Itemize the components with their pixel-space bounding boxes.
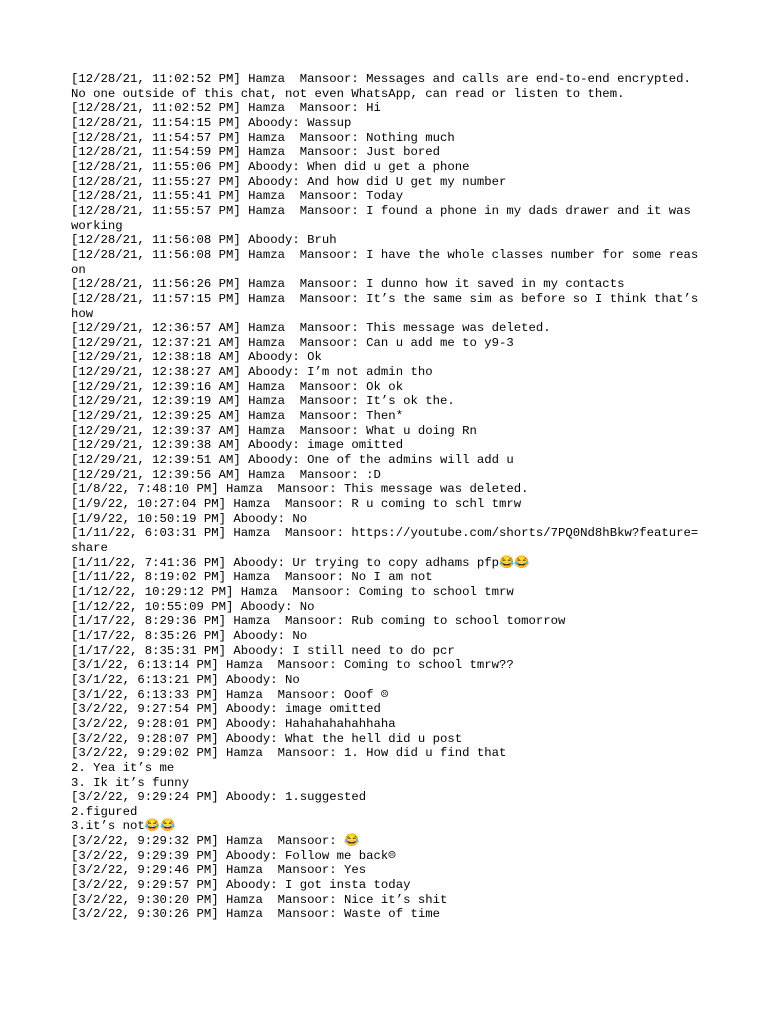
transcript-line: [12/29/21, 12:39:16 AM] Hamza Mansoor: Ok ok <box>71 379 404 394</box>
transcript-line: [1/8/22, 7:48:10 PM] Hamza Mansoor: This message was deleted. <box>71 482 529 497</box>
transcript-line: [1/11/22, 6:03:31 PM] Hamza Mansoor: https://youtube.com/shorts/7PQ0Nd8hBkw?feature=share <box>71 526 699 555</box>
transcript-line: [3/2/22, 9:28:07 PM] Aboody: What the hell did u post <box>71 731 463 746</box>
transcript-line: [12/29/21, 12:37:21 AM] Hamza Mansoor: Can u add me to y9-3 <box>71 335 514 350</box>
transcript-line: [12/29/21, 12:39:37 AM] Hamza Mansoor: What u doing Rn <box>71 423 477 438</box>
transcript-line: [12/28/21, 11:54:59 PM] Hamza Mansoor: Just bored <box>71 145 440 160</box>
transcript-line: [12/29/21, 12:38:18 AM] Aboody: Ok <box>71 350 322 365</box>
transcript-line: [1/12/22, 10:29:12 PM] Hamza Mansoor: Coming to school tmrw <box>71 584 514 599</box>
transcript-line: 3. Ik it’s funny <box>71 775 190 790</box>
transcript-line: [3/2/22, 9:29:32 PM] Hamza Mansoor: 😂 <box>71 834 360 849</box>
transcript-line: 2.figured <box>71 804 138 819</box>
transcript-line: [3/2/22, 9:30:26 PM] Hamza Mansoor: Waste of time <box>71 907 440 922</box>
transcript-line: [12/29/21, 12:38:27 AM] Aboody: I’m not admin tho <box>71 365 433 380</box>
transcript-line: [3/2/22, 9:27:54 PM] Aboody: image omitted <box>71 702 381 717</box>
transcript-line: [1/9/22, 10:27:04 PM] Hamza Mansoor: R u coming to schl tmrw <box>71 497 522 512</box>
transcript-line: [3/2/22, 9:29:24 PM] Aboody: 1.suggested <box>71 790 367 805</box>
transcript-line: [12/29/21, 12:39:25 AM] Hamza Mansoor: Then* <box>71 409 404 424</box>
transcript-line: [3/2/22, 9:28:01 PM] Aboody: Hahahahahahhaha <box>71 716 396 731</box>
transcript-line: [12/28/21, 11:02:52 PM] Hamza Mansoor: Hi <box>71 101 381 116</box>
transcript-line: [12/28/21, 11:57:15 PM] Hamza Mansoor: It’s the same sim as before so I think that’s how <box>71 291 706 321</box>
transcript-line: [12/29/21, 12:39:38 AM] Aboody: image omitted <box>71 438 404 453</box>
transcript-line: [3/2/22, 9:29:39 PM] Aboody: Follow me back☹ <box>71 848 396 863</box>
transcript-line: [12/28/21, 11:55:06 PM] Aboody: When did u get a phone <box>71 159 470 174</box>
transcript-line: [3/2/22, 9:29:46 PM] Hamza Mansoor: Yes <box>71 863 367 878</box>
chat-transcript <box>71 72 706 922</box>
transcript-line: [12/28/21, 11:55:57 PM] Hamza Mansoor: I found a phone in my dads drawer and it was working <box>71 203 699 233</box>
transcript-line: [12/29/21, 12:39:51 AM] Aboody: One of the admins will add u <box>71 453 514 468</box>
transcript-line: [12/29/21, 12:36:57 AM] Hamza Mansoor: This message was deleted. <box>71 321 551 336</box>
transcript-line: [3/1/22, 6:13:33 PM] Hamza Mansoor: Ooof ☹ <box>71 687 389 702</box>
transcript-line: [1/17/22, 8:35:31 PM] Aboody: I still need to do pcr <box>71 643 455 658</box>
transcript-line: [12/29/21, 12:39:56 AM] Hamza Mansoor: :D <box>71 467 381 482</box>
transcript-line: [12/28/21, 11:54:57 PM] Hamza Mansoor: Nothing much <box>71 130 455 145</box>
transcript-line: [12/28/21, 11:56:08 PM] Aboody: Bruh <box>71 233 337 248</box>
transcript-line: [1/11/22, 7:41:36 PM] Aboody: Ur trying to copy adhams pfp😂😂 <box>71 555 530 570</box>
transcript-line: [3/2/22, 9:29:02 PM] Hamza Mansoor: 1. How did u find that <box>71 746 507 761</box>
transcript-line: [3/2/22, 9:30:20 PM] Hamza Mansoor: Nice it’s shit <box>71 892 448 907</box>
transcript-line: [3/2/22, 9:29:57 PM] Aboody: I got insta today <box>71 878 411 893</box>
transcript-line: 3.it’s not😂😂 <box>71 819 176 834</box>
transcript-line: [1/12/22, 10:55:09 PM] Aboody: No <box>71 599 315 614</box>
transcript-line: [12/28/21, 11:02:52 PM] Hamza Mansoor: Messages and calls are end-to-end encrypted. No one outside of this chat, not even WhatsApp, can read or listen to them. <box>71 72 699 101</box>
transcript-line: [12/28/21, 11:56:26 PM] Hamza Mansoor: I dunno how it saved in my contacts <box>71 277 625 292</box>
transcript-line: [12/28/21, 11:55:41 PM] Hamza Mansoor: Today <box>71 189 404 204</box>
transcript-line: [12/28/21, 11:56:08 PM] Hamza Mansoor: I have the whole classes number for some reason <box>71 247 699 277</box>
transcript-line: [3/1/22, 6:13:21 PM] Aboody: No <box>71 672 300 687</box>
transcript-line: [12/28/21, 11:55:27 PM] Aboody: And how did U get my number <box>71 174 507 189</box>
transcript-line: [12/28/21, 11:54:15 PM] Aboody: Wassup <box>71 115 352 130</box>
transcript-line: [1/17/22, 8:29:36 PM] Hamza Mansoor: Rub coming to school tomorrow <box>71 614 566 629</box>
transcript-line: [1/11/22, 8:19:02 PM] Hamza Mansoor: No I am not <box>71 570 433 585</box>
transcript-line: [1/9/22, 10:50:19 PM] Aboody: No <box>71 511 308 526</box>
transcript-line: [1/17/22, 8:35:26 PM] Aboody: No <box>71 628 308 643</box>
transcript-line: 2. Yea it’s me <box>71 760 175 775</box>
transcript-line: [3/1/22, 6:13:14 PM] Hamza Mansoor: Coming to school tmrw?? <box>71 658 514 673</box>
transcript-line: [12/29/21, 12:39:19 AM] Hamza Mansoor: It’s ok the. <box>71 394 455 409</box>
